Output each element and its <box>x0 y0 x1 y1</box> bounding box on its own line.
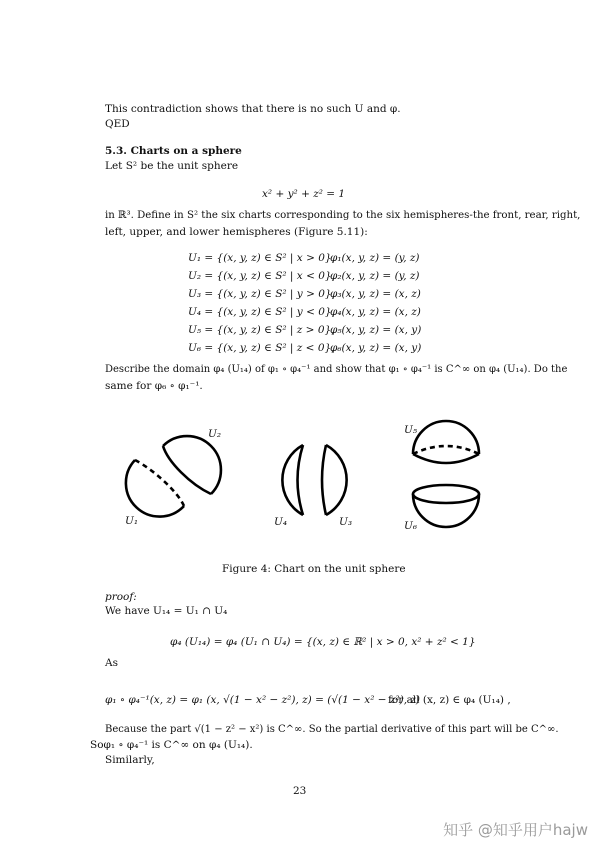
intro-line: This contradiction shows that there is no such U and φ. <box>105 103 401 115</box>
chart-set: U₃ = {(x, y, z) ∈ S² | y > 0}, <box>188 288 335 300</box>
chart-map: φ₃(x, y, z) = (x, z) <box>330 288 421 300</box>
as-word: As <box>105 657 118 669</box>
hemisphere-u4 <box>282 445 303 515</box>
chart-row <box>188 288 421 300</box>
proof-label: proof: <box>105 591 137 603</box>
because-line-1: Because the part √(1 − z² − x²) is C^∞. So the partial derivative of this part will be C^∞. <box>105 724 559 735</box>
chart-map: φ₆(x, y, z) = (x, y) <box>330 342 422 354</box>
task-line-2: same for φ₆ ∘ φ₁⁻¹. <box>105 380 203 392</box>
section-heading: 5.3. Charts on a sphere <box>105 145 242 157</box>
label-u4: U₄ <box>274 516 288 528</box>
chart-map: φ₄(x, y, z) = (x, z) <box>330 306 421 318</box>
chart-row <box>188 252 420 264</box>
qed: QED <box>105 118 130 130</box>
label-u1: U₁ <box>125 515 139 527</box>
chart-set: U₅ = {(x, y, z) ∈ S² | z > 0}, <box>188 324 335 336</box>
let-line: Let S² be the unit sphere <box>105 160 239 172</box>
chart-row <box>188 324 422 336</box>
hemispheres-figure <box>0 412 600 552</box>
hemisphere-u1 <box>126 460 184 517</box>
chart-map: φ₂(x, y, z) = (y, z) <box>330 270 420 282</box>
task-line-1: Describe the domain φ₄ (U₁₄) of φ₁ ∘ φ₄⁻¹ and show that φ₁ ∘ φ₄⁻¹ is C^∞ on φ₄ (U₁₄). Do the <box>105 364 568 375</box>
sphere-equation: x² + y² + z² = 1 <box>262 188 346 200</box>
chart-set: U₆ = {(x, y, z) ∈ S² | z < 0}, <box>188 342 335 354</box>
proof-line-1: We have U₁₄ = U₁ ∩ U₄ <box>105 605 228 617</box>
chart-set: U₂ = {(x, y, z) ∈ S² | x < 0}, <box>188 270 335 282</box>
hemisphere-u5 <box>413 421 479 463</box>
hemisphere-u2 <box>163 436 221 494</box>
domain-equation: φ₄ (U₁₄) = φ₄ (U₁ ∩ U₄) = {(x, z) ∈ ℝ² | x > 0, x² + z² < 1} <box>170 636 476 648</box>
composition-equation: φ₁ ∘ φ₄⁻¹(x, z) = φ₁ (x, √(1 − x² − z²), z) = (√(1 − x² − z²), z) <box>105 694 421 706</box>
page-number: 23 <box>293 785 307 797</box>
label-u5: U₅ <box>404 424 418 436</box>
label-u6: U₆ <box>404 520 418 532</box>
chart-row <box>188 270 420 282</box>
chart-row <box>188 342 422 354</box>
chart-set: U₄ = {(x, y, z) ∈ S² | y < 0}, <box>188 306 335 318</box>
description-line-2: left, upper, and lower hemispheres (Figure 5.11): <box>105 226 368 238</box>
hemisphere-u6 <box>413 485 479 527</box>
similarly: Similarly, <box>105 754 155 766</box>
watermark: 知乎 @知乎用户hajw <box>443 821 588 839</box>
composition-condition: for all (x, z) ∈ φ₄ (U₁₄) , <box>388 694 511 706</box>
label-u2: U₂ <box>208 428 222 440</box>
label-u3: U₃ <box>339 516 353 528</box>
figure-caption: Figure 4: Chart on the unit sphere <box>222 563 406 575</box>
chart-map: φ₅(x, y, z) = (x, y) <box>330 324 422 336</box>
because-line-2: Soφ₁ ∘ φ₄⁻¹ is C^∞ on φ₄ (U₁₄). <box>90 739 253 751</box>
chart-row <box>188 306 421 318</box>
hemisphere-u3 <box>322 445 347 515</box>
description-line-1: in ℝ³. Define in S² the six charts corresponding to the six hemispheres-the front, rear, right, <box>105 210 581 221</box>
chart-map: φ₁(x, y, z) = (y, z) <box>330 252 420 264</box>
chart-set: U₁ = {(x, y, z) ∈ S² | x > 0}, <box>188 252 335 264</box>
